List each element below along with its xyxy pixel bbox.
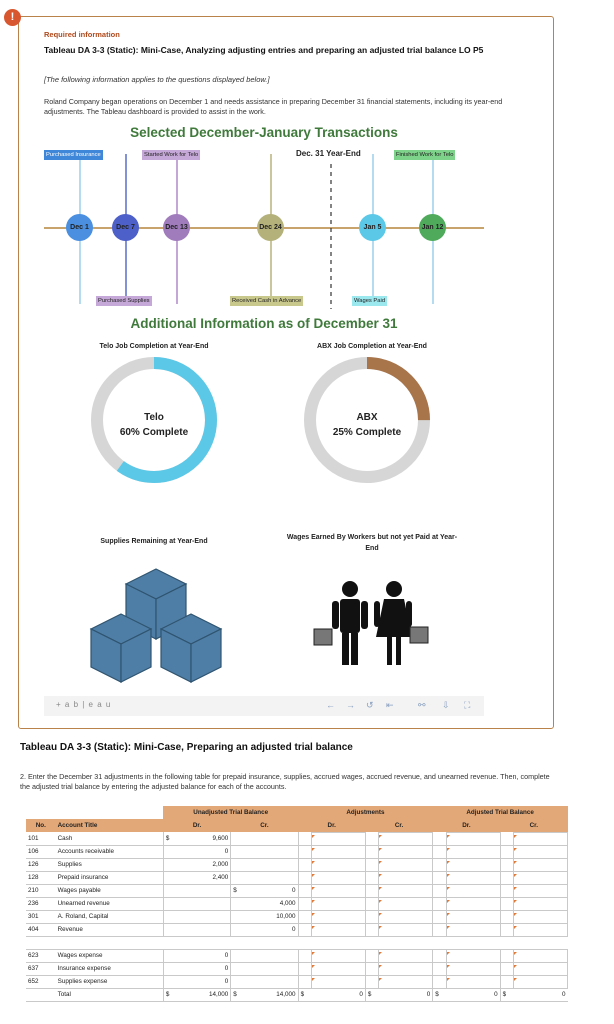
col-atb-dr: Dr.: [433, 819, 500, 832]
abx-title: ABX Job Completion at Year-End: [317, 343, 427, 350]
account-title: Wages payable: [56, 884, 164, 897]
adj-cr-input[interactable]: [379, 910, 433, 923]
supplies-title: Supplies Remaining at Year-End: [100, 538, 208, 545]
tableau-logo: + a b | e a u: [56, 700, 112, 709]
atb-dr-input[interactable]: [446, 832, 500, 845]
col-unadj-dr: Dr.: [163, 819, 230, 832]
unadj-cr-value: [244, 832, 298, 845]
atb-dr-input[interactable]: [446, 975, 500, 988]
unadj-cr-value: [244, 949, 298, 962]
account-no: 623: [26, 949, 56, 962]
total-atb-cr: 0: [514, 988, 568, 1001]
account-title: Cash: [56, 832, 164, 845]
additional-info-title: Additional Information as of December 31: [130, 316, 398, 331]
table-row: [26, 962, 568, 975]
revert-icon[interactable]: ↺: [366, 700, 374, 710]
table-row: [26, 845, 568, 858]
atb-dr-input[interactable]: [446, 871, 500, 884]
col-atb-cr: Cr.: [500, 819, 567, 832]
total-unadj-cr: 14,000: [244, 988, 298, 1001]
adj-dr-spacer: [298, 923, 311, 936]
table-row: [26, 910, 568, 923]
table-row: [26, 975, 568, 988]
adj-dr-input[interactable]: [312, 923, 366, 936]
atb-cr-input[interactable]: [514, 962, 568, 975]
trial-balance-table: [26, 806, 568, 1002]
adj-cr-input[interactable]: [379, 962, 433, 975]
adj-cr-input[interactable]: [379, 871, 433, 884]
node-dec-1: Dec 1: [66, 214, 93, 241]
node-jan-5: Jan 5: [359, 214, 386, 241]
abx-percent: 25% Complete: [332, 427, 402, 438]
table-row: [26, 897, 568, 910]
tag-year-end: Dec. 31 Year-End: [296, 149, 361, 158]
unadj-cr-currency: [231, 858, 244, 871]
adj-dr-spacer: [298, 832, 311, 845]
table-row: [26, 871, 568, 884]
unadj-cr-currency: [231, 962, 244, 975]
atb-cr-input[interactable]: [514, 871, 568, 884]
account-title: Prepaid insurance: [56, 871, 164, 884]
unadj-dr-currency: $: [163, 832, 176, 845]
col-adj-dr: Dr.: [298, 819, 365, 832]
adj-cr-spacer: [365, 845, 378, 858]
total-atb-dr: 0: [446, 988, 500, 1001]
account-no: 301: [26, 910, 56, 923]
atb-dr-spacer: [433, 910, 446, 923]
adj-cr-input[interactable]: [379, 858, 433, 871]
atb-cr-input[interactable]: [514, 910, 568, 923]
atb-cr-spacer: [500, 949, 513, 962]
section-title: Tableau DA 3-3 (Static): Mini-Case, Preparing an adjusted trial balance: [20, 742, 353, 753]
node-jan-12: Jan 12: [419, 214, 446, 241]
adj-cr-spacer: [365, 975, 378, 988]
col-adj-cr: Cr.: [365, 819, 432, 832]
tag-received-cash: Received Cash in Advance: [232, 298, 302, 304]
adj-dr-input[interactable]: [312, 845, 366, 858]
adj-dr-spacer: [298, 845, 311, 858]
unadjusted-header: Unadjusted Trial Balance: [163, 806, 298, 819]
atb-cr-input[interactable]: [514, 832, 568, 845]
adj-cr-spacer: [365, 858, 378, 871]
unadj-dr-currency: [163, 884, 176, 897]
unadj-cr-currency: [231, 871, 244, 884]
atb-cr-spacer: [500, 858, 513, 871]
telo-donut-label: [94, 410, 214, 440]
node-dec-13: Dec 13: [163, 214, 190, 241]
tableau-toolbar: [44, 696, 484, 716]
unadj-dr-value: 0: [177, 845, 231, 858]
atb-dr-spacer: [433, 871, 446, 884]
share-icon[interactable]: ⚯: [418, 700, 426, 710]
tag-purchased-insurance: Purchased Insurance: [46, 152, 101, 158]
unadj-dr-value: [177, 884, 231, 897]
adj-cr-spacer: [365, 897, 378, 910]
adj-dr-spacer: [298, 884, 311, 897]
adj-cr-spacer: [365, 962, 378, 975]
account-title: Accounts receivable: [56, 845, 164, 858]
unadj-cr-currency: [231, 910, 244, 923]
unadj-dr-value: 9,600: [177, 832, 231, 845]
adj-dr-spacer: [298, 962, 311, 975]
unadj-cr-value: [244, 975, 298, 988]
atb-dr-spacer: [433, 832, 446, 845]
atb-dr-spacer: [433, 975, 446, 988]
atb-cr-input[interactable]: [514, 858, 568, 871]
unadj-dr-currency: [163, 975, 176, 988]
adj-dr-input[interactable]: [312, 858, 366, 871]
atb-dr-spacer: [433, 884, 446, 897]
col-account-title: Account Title: [56, 819, 164, 832]
unadj-cr-currency: [231, 845, 244, 858]
download-icon[interactable]: ⇩: [442, 700, 450, 710]
adj-dr-spacer: [298, 871, 311, 884]
adj-cr-spacer: [365, 871, 378, 884]
adj-cr-spacer: [365, 832, 378, 845]
unadj-dr-currency: [163, 858, 176, 871]
atb-dr-input[interactable]: [446, 910, 500, 923]
atb-cr-spacer: [500, 832, 513, 845]
col-no: No.: [26, 819, 56, 832]
node-dec-24: Dec 24: [257, 214, 284, 241]
atb-dr-spacer: [433, 962, 446, 975]
telo-percent: 60% Complete: [119, 427, 189, 438]
account-title: Insurance expense: [56, 962, 164, 975]
adj-dr-spacer: [298, 897, 311, 910]
telo-name: Telo: [144, 412, 164, 423]
atb-dr-spacer: [433, 858, 446, 871]
abx-name: ABX: [356, 412, 378, 423]
atb-cr-input[interactable]: [514, 949, 568, 962]
adj-dr-input[interactable]: [312, 897, 366, 910]
atb-cr-input[interactable]: [514, 897, 568, 910]
unadj-cr-currency: $: [231, 884, 244, 897]
atb-dr-spacer: [433, 923, 446, 936]
unadj-cr-value: 0: [244, 923, 298, 936]
adj-dr-spacer: [298, 858, 311, 871]
adj-dr-spacer: [298, 949, 311, 962]
account-no: 637: [26, 962, 56, 975]
atb-dr-spacer: [433, 949, 446, 962]
col-unadj-cr: Cr.: [231, 819, 298, 832]
redo-icon[interactable]: →: [346, 700, 355, 710]
total-adj-dr: 0: [312, 988, 366, 1001]
table-row: [26, 949, 568, 962]
atb-cr-input[interactable]: [514, 923, 568, 936]
reset-icon[interactable]: ⇤: [386, 700, 394, 710]
table-row: [26, 884, 568, 897]
total-label: Total: [56, 988, 164, 1001]
total-unadj-dr: 14,000: [177, 988, 231, 1001]
atb-cr-spacer: [500, 962, 513, 975]
unadj-dr-value: 2,400: [177, 871, 231, 884]
atb-dr-input[interactable]: [446, 962, 500, 975]
atb-dr-input[interactable]: [446, 923, 500, 936]
tag-purchased-supplies: Purchased Supplies: [98, 298, 150, 304]
boxes-illustration: [86, 564, 246, 684]
atb-dr-input[interactable]: [446, 884, 500, 897]
adj-dr-input[interactable]: [312, 962, 366, 975]
unadj-dr-currency: [163, 923, 176, 936]
unadj-cr-value: [244, 858, 298, 871]
telo-title: Telo Job Completion at Year-End: [99, 343, 209, 350]
atb-cr-spacer: [500, 910, 513, 923]
unadj-dr-currency: [163, 871, 176, 884]
unadj-dr-currency: [163, 845, 176, 858]
atb-dr-input[interactable]: [446, 858, 500, 871]
adj-cr-spacer: [365, 884, 378, 897]
unadj-cr-value: [244, 962, 298, 975]
total-row: Total $ 14,000 $ 14,000 $ 0 $ 0 $ 0 $ 0: [26, 988, 568, 1001]
atb-cr-input[interactable]: [514, 975, 568, 988]
tableau-dashboard: [44, 124, 534, 716]
adj-cr-input[interactable]: [379, 884, 433, 897]
account-no: 210: [26, 884, 56, 897]
account-title: Wages expense: [56, 949, 164, 962]
unadj-dr-value: 0: [177, 962, 231, 975]
account-no: 126: [26, 858, 56, 871]
wages-title: Wages Earned By Workers but not yet Paid at Year-End: [286, 534, 458, 552]
atb-cr-spacer: [500, 871, 513, 884]
adj-cr-input[interactable]: [379, 975, 433, 988]
unadj-cr-currency: [231, 975, 244, 988]
adj-dr-input[interactable]: [312, 949, 366, 962]
atb-dr-input[interactable]: [446, 897, 500, 910]
atb-cr-input[interactable]: [514, 845, 568, 858]
account-title: Revenue: [56, 923, 164, 936]
atb-dr-input[interactable]: [446, 845, 500, 858]
node-dec-7: Dec 7: [112, 214, 139, 241]
info-note: [The following information applies to the questions displayed below.]: [44, 75, 270, 84]
account-title: Unearned revenue: [56, 897, 164, 910]
atb-cr-input[interactable]: [514, 884, 568, 897]
intro-text: Roland Company began operations on December 1 and needs assistance in preparing December 31 financial statements, including its year-end adjustments. The Tableau dashboard is provided to assist in the work.: [44, 97, 503, 116]
unadj-cr-currency: [231, 897, 244, 910]
workers-illustration: [302, 579, 442, 669]
unadj-cr-value: 10,000: [244, 910, 298, 923]
unadj-cr-currency: [231, 949, 244, 962]
adj-dr-input[interactable]: [312, 975, 366, 988]
table-row: [26, 858, 568, 871]
account-no: 652: [26, 975, 56, 988]
account-no: 101: [26, 832, 56, 845]
tag-started-work: Started Work for Telo: [144, 152, 199, 158]
adj-dr-input[interactable]: [312, 832, 366, 845]
account-no: 128: [26, 871, 56, 884]
unadj-cr-value: 0: [244, 884, 298, 897]
atb-cr-spacer: [500, 923, 513, 936]
unadj-cr-currency: [231, 832, 244, 845]
tag-finished-work: Finished Work for Telo: [396, 152, 454, 158]
account-title: Supplies: [56, 858, 164, 871]
adj-cr-input[interactable]: [379, 949, 433, 962]
table-row: [26, 923, 568, 936]
adj-dr-input[interactable]: [312, 871, 366, 884]
adj-cr-spacer: [365, 910, 378, 923]
atb-cr-spacer: [500, 884, 513, 897]
instructions: 2. Enter the December 31 adjustments in the following table for prepaid insurance, supplies, accrued wages, accrued revenue, and unearned revenue. Then, complete the adjusted trial balance by entering the adjusted balance for each of the accounts.: [20, 772, 550, 791]
adj-dr-input[interactable]: [312, 910, 366, 923]
exclamation-icon: !: [4, 9, 21, 26]
adj-dr-spacer: [298, 910, 311, 923]
total-adj-cr: 0: [379, 988, 433, 1001]
adjusted-header: Adjusted Trial Balance: [433, 806, 568, 819]
account-title: A. Roland, Capital: [56, 910, 164, 923]
atb-dr-spacer: [433, 845, 446, 858]
required-info-label: Required information: [44, 30, 120, 39]
table-row: [26, 832, 568, 845]
unadj-dr-value: 0: [177, 949, 231, 962]
atb-cr-spacer: [500, 897, 513, 910]
unadj-dr-currency: [163, 949, 176, 962]
tag-wages-paid: Wages Paid: [354, 298, 386, 304]
account-title: Supplies expense: [56, 975, 164, 988]
undo-icon[interactable]: ←: [326, 700, 335, 710]
dashboard-title: Selected December-January Transactions: [130, 125, 398, 140]
unadj-dr-value: [177, 910, 231, 923]
unadj-cr-value: [244, 845, 298, 858]
unadj-dr-currency: [163, 962, 176, 975]
account-no: 106: [26, 845, 56, 858]
unadj-dr-value: 0: [177, 975, 231, 988]
adj-cr-input[interactable]: [379, 897, 433, 910]
abx-donut-label: [307, 410, 427, 440]
unadj-cr-currency: [231, 923, 244, 936]
unadj-dr-value: [177, 923, 231, 936]
problem-title: Tableau DA 3-3 (Static): Mini-Case, Analyzing adjusting entries and preparing an adjusted trial balance LO P5: [44, 45, 484, 55]
account-no: 236: [26, 897, 56, 910]
atb-cr-spacer: [500, 845, 513, 858]
unadj-dr-currency: [163, 897, 176, 910]
adj-cr-spacer: [365, 923, 378, 936]
adj-cr-input[interactable]: [379, 923, 433, 936]
adjustments-header: Adjustments: [298, 806, 433, 819]
unadj-dr-value: 2,000: [177, 858, 231, 871]
adj-cr-spacer: [365, 949, 378, 962]
atb-dr-input[interactable]: [446, 949, 500, 962]
account-no: 404: [26, 923, 56, 936]
fullscreen-icon[interactable]: ⛶: [464, 700, 471, 710]
atb-dr-spacer: [433, 897, 446, 910]
unadj-cr-value: [244, 871, 298, 884]
adj-cr-input[interactable]: [379, 832, 433, 845]
atb-cr-spacer: [500, 975, 513, 988]
adj-cr-input[interactable]: [379, 845, 433, 858]
unadj-dr-value: [177, 897, 231, 910]
adj-dr-input[interactable]: [312, 884, 366, 897]
adj-dr-spacer: [298, 975, 311, 988]
unadj-dr-currency: [163, 910, 176, 923]
unadj-cr-value: 4,000: [244, 897, 298, 910]
